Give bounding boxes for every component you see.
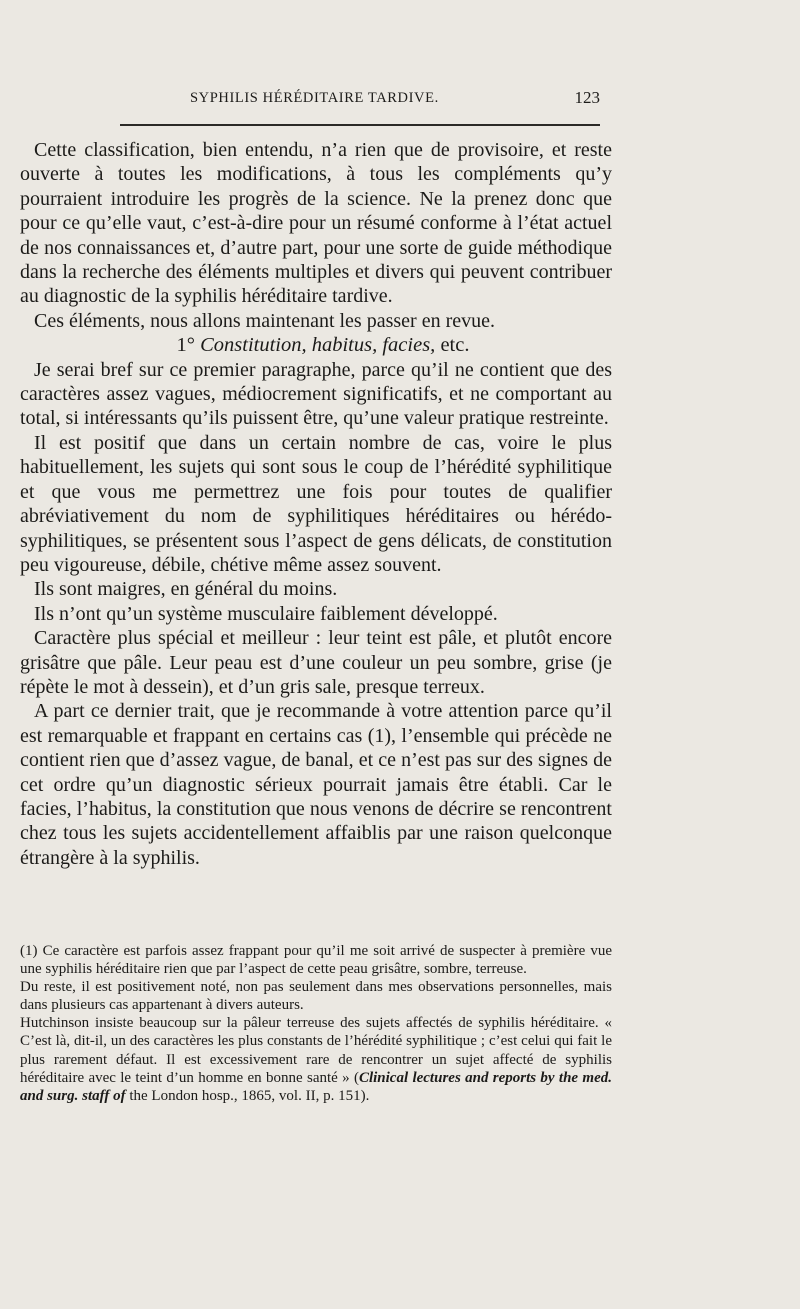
italic-text: actuel	[564, 212, 612, 235]
footnote: Hutchinson insiste beaucoup sur la pâleur terreuse des sujets affectés de syphilis héréditaire. « C’est là, dit-il, un des caractères les plus constants de l’hérédité syphilitique ; c’est celui qui fait le plus rarement défaut. Il est excessivement rare de rencontrer un sujet affecté de syphilis héréditaire avec le teint d’un homme en bonne santé » (Clinical lectures and reports by the med. and surg. staff of the London hosp., 1865, vol. II, p. 151).	[20, 1015, 612, 1104]
italic-text: the London hosp.,	[129, 1087, 238, 1104]
section-etc: etc.	[440, 334, 470, 357]
italic-text: pâleur terreuse	[243, 1015, 335, 1032]
paragraph: Ils n’ont qu’un système musculaire faiblement développé.	[34, 602, 498, 625]
paragraph: Ces éléments, nous allons maintenant les passer en revue.	[34, 309, 495, 332]
italic-text: délicats,	[420, 529, 487, 552]
footnotes	[20, 942, 612, 1105]
footnote: Du reste, il est positivement noté, non pas seulement dans mes observations personnelles, mais dans plusieurs cas appartenant à divers auteurs.	[20, 979, 612, 1014]
paragraph: A part ce dernier trait, que je recommande à votre attention parce qu’il est remarquable et frappant en certains cas (1), l’ensemble qui précède ne contient rien que d’assez vague, de banal, et ce n’est pas sur des signes de cet ordre qu’un diagnostic sérieux pourrait jamais être établi. Car le facies, l’habitus, la constitution que nous venons de décrire se rencontrent chez tous les sujets accidentellement affaiblis par une raison quelconque étrangère à la syphilis.	[20, 700, 612, 869]
section-number: 1°	[176, 334, 195, 357]
main-text	[20, 138, 612, 870]
running-head: SYPHILIS HÉRÉDITAIRE TARDIVE.	[190, 90, 439, 106]
italic-text: grisâtre	[20, 651, 80, 674]
paragraph: Je serai bref sur ce premier paragraphe, parce qu’il ne contient que des caractères assez vagues, médiocrement significatifs, et ne comportant au total, si intéressants qu’ils puissent être, qu’une valeur pratique restreinte.	[20, 358, 612, 430]
footnote: (1) Ce caractère est parfois assez frappant pour qu’il me soit arrivé de suspecter à première vue une syphilis héréditaire rien que par l’aspect de cette peau grisâtre, sombre, terreuse.	[20, 943, 612, 978]
paragraph: Il est positif que dans un certain nombre de cas, voire le plus habituellement, les sujets qui sont sous le coup de l’hérédité syphilitique et que vous me permettrez une fois pour toutes de qualifier abréviativement du nom de syphilitiques héréditaires ou hérédo-syphilitiques, se présentent sous l’aspect de gens délicats, de constitution peu vigoureuse, débile, chétive même assez souvent.	[20, 431, 612, 576]
header-rule	[120, 124, 600, 126]
paragraph: Ils sont maigres, en général du moins.	[34, 578, 338, 601]
page-number: 123	[574, 88, 600, 107]
paragraph: Cette classification, bien entendu, n’a rien que de provisoire, et reste ouverte à toutes les modifications, à tous les compléments qu’y pourraient introduire les progrès de la science. Ne la prenez donc que pour ce qu’elle vaut, c’est-à-dire pour un résumé conforme à l’état actuel de nos connaissances et, d’autre part, pour une sorte de guide méthodique dans la recherche des éléments multiples et divers qui peuvent contribuer au diagnostic de la syphilis héréditaire tardive.	[20, 139, 612, 308]
italic-text: grisâtre,	[371, 961, 421, 978]
section-title: Constitution, habitus, facies,	[200, 334, 436, 357]
bold-italic-text: Clinical lectures and reports by the med. and surg. staff of	[20, 1069, 612, 1104]
page-header	[120, 88, 600, 112]
section-heading	[20, 333, 612, 357]
italic-text: guide	[467, 236, 513, 259]
paragraph: Caractère plus spécial et meilleur : leur teint est pâle, et plutôt encore grisâtre que pâle. Leur peau est d’une couleur un peu sombre, grise (je répète le mot à dessein), et d’un gris sale, presque terreux.	[20, 627, 612, 698]
